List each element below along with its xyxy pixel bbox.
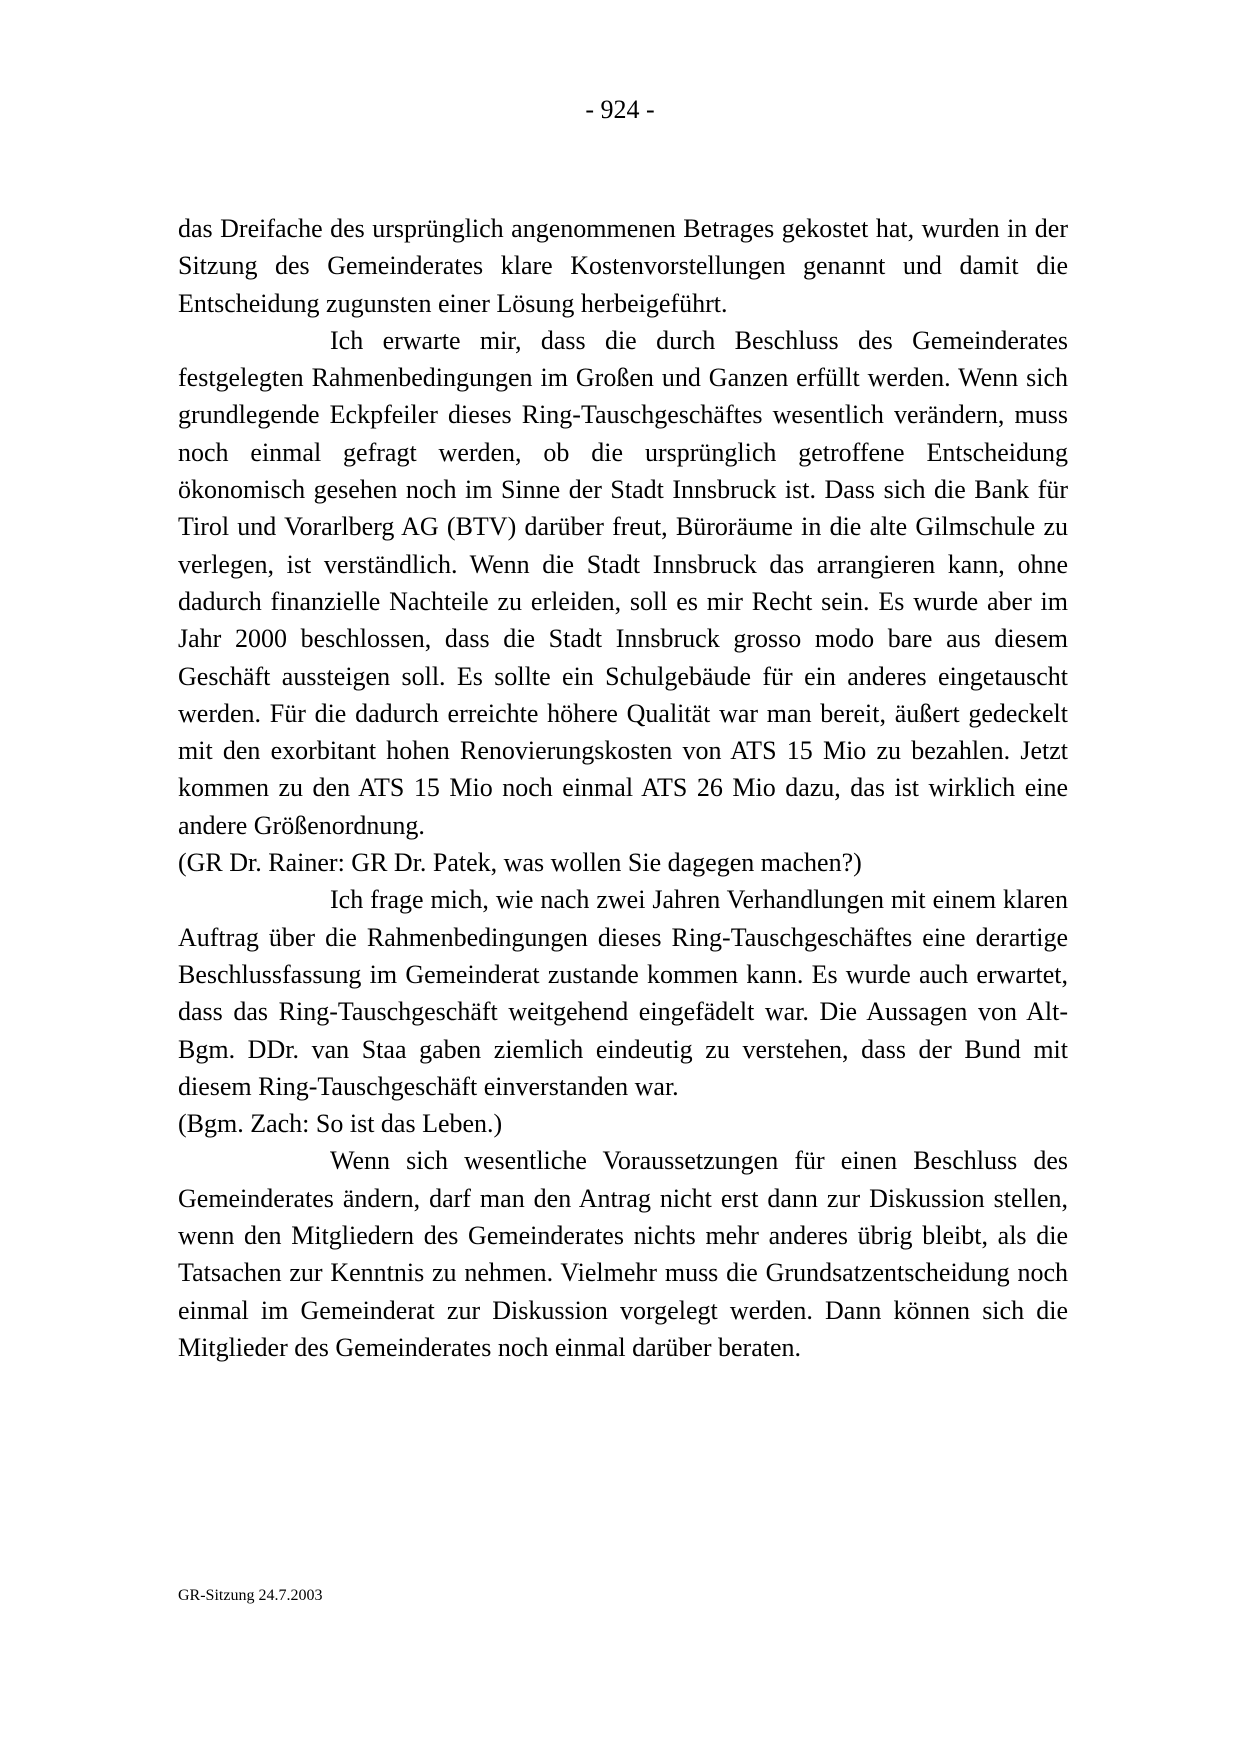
interjection-gr-rainer: (GR Dr. Rainer: GR Dr. Patek, was wollen Sie dagegen machen?): [178, 848, 862, 878]
paragraph-continuation: das Dreifache des ursprünglich angenommenen Betrages gekostet hat, wurden in der Sitzung des Gemeinderates klare Kostenvorstellungen genannt und damit die Entscheidung zugunsten einer Lösung herbeigeführt.: [178, 214, 1068, 318]
page-number: - 924 -: [585, 95, 655, 124]
interjection-bgm-zach: (Bgm. Zach: So ist das Leben.): [178, 1109, 503, 1139]
document-body: [178, 210, 1068, 1366]
footer-session-label: GR-Sitzung 24.7.2003: [178, 1587, 323, 1604]
paragraph-voraussetzungen: Wenn sich wesentliche Voraussetzungen für einen Beschluss des Gemeinderates ändern, darf man den Antrag nicht erst dann zur Diskussion stellen, wenn den Mitgliedern des Gemeinderates nichts mehr anderes übrig bleibt, als die Tatsachen zur Kenntnis zu nehmen. Vielmehr muss die Grundsatzentscheidung noch einmal im Gemeinderat zur Diskussion vorgelegt werden. Dann können sich die Mitglieder des Gemeinderates noch einmal darüber beraten.: [178, 1146, 1068, 1362]
paragraph-verhandlungen: Ich frage mich, wie nach zwei Jahren Verhandlungen mit einem klaren Auftrag über die Rahmenbedingungen dieses Ring-Tauschgeschäftes eine derartige Beschlussfassung im Gemeinderat zustande kommen kann. Es wurde auch erwartet, dass das Ring-Tauschgeschäft weitgehend eingefädelt war. Die Aussagen von Alt-Bgm. DDr. van Staa gaben ziemlich eindeutig zu verstehen, dass der Bund mit diesem Ring-Tauschgeschäft einverstanden war.: [178, 885, 1068, 1101]
paragraph-rahmenbedingungen: Ich erwarte mir, dass die durch Beschluss des Gemeinderates festgelegten Rahmenbedingungen im Großen und Ganzen erfüllt werden. Wenn sich grundlegende Eckpfeiler dieses Ring-Tauschgeschäftes wesentlich verändern, muss noch einmal gefragt werden, ob die ursprünglich getroffene Entscheidung ökonomisch gesehen noch im Sinne der Stadt Innsbruck ist. Dass sich die Bank für Tirol und Vorarlberg AG (BTV) darüber freut, Büroräume in die alte Gilmschule zu verlegen, ist verständlich. Wenn die Stadt Innsbruck das arrangieren kann, ohne dadurch finanzielle Nachteile zu erleiden, soll es mir Recht sein. Es wurde aber im Jahr 2000 beschlossen, dass die Stadt Innsbruck grosso modo bare aus diesem Geschäft aussteigen soll. Es sollte ein Schulgebäude für ein anderes eingetauscht werden. Für die dadurch erreichte höhere Qualität war man bereit, äußert gedeckelt mit den exorbitant hohen Renovierungskosten von ATS 15 Mio zu bezahlen. Jetzt kommen zu den ATS 15 Mio noch einmal ATS 26 Mio dazu, das ist wirklich eine andere Größenordnung.: [178, 325, 1068, 840]
